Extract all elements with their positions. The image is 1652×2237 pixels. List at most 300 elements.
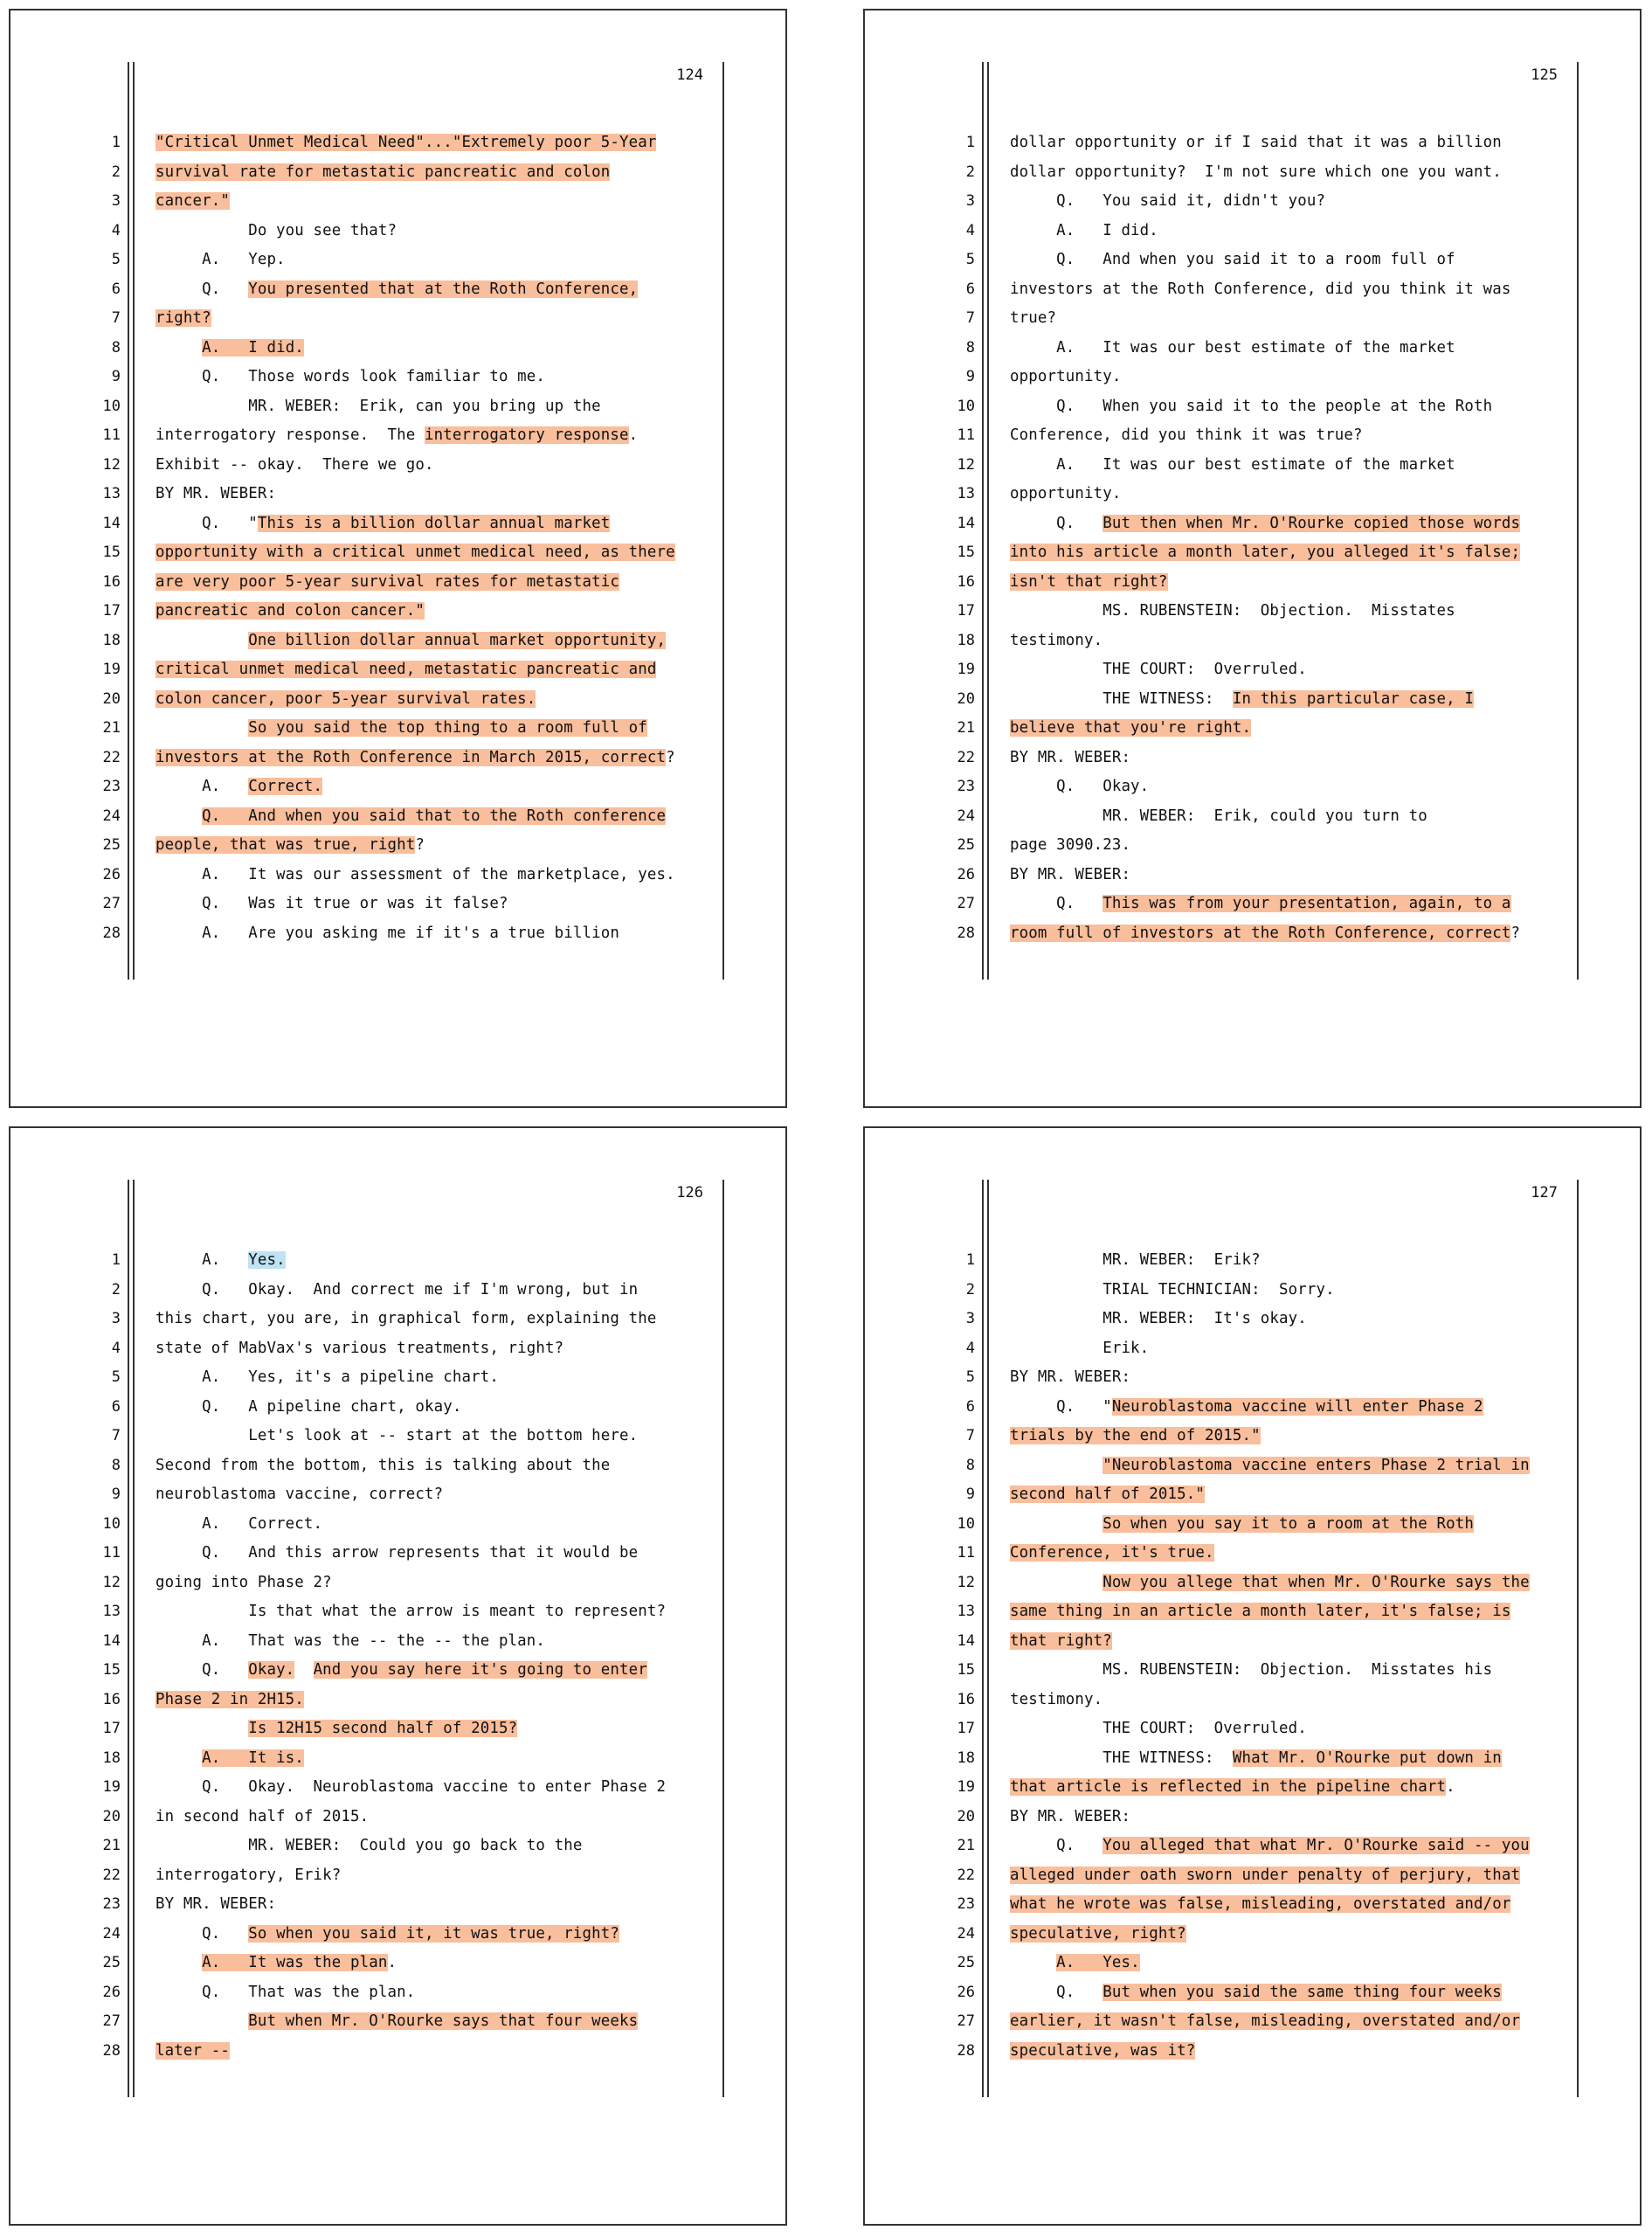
text-segment: Erik.: [1010, 1339, 1150, 1357]
transcript-line: [865, 128, 1640, 158]
text-segment: Q. Was it true or was it false?: [156, 895, 508, 912]
line-text: [156, 1305, 656, 1334]
highlighted-text: You presented that at the Roth Conference,: [248, 280, 639, 298]
highlighted-text: critical unmet medical need, metastatic pancreatic and: [156, 661, 657, 678]
line-text: [156, 451, 434, 481]
line-text: [156, 1422, 638, 1451]
text-segment: [156, 807, 202, 825]
line-number: 7: [965, 1427, 975, 1444]
line-number: 27: [957, 2012, 975, 2030]
transcript-line: [10, 421, 785, 451]
line-text: [156, 714, 647, 744]
highlighted-text: believe that you're right.: [1010, 719, 1252, 737]
transcript-line: [865, 480, 1640, 509]
text-segment: MR. WEBER: Could you go back to the: [156, 1837, 583, 1854]
transcript-line: [10, 655, 785, 685]
line-number: 3: [965, 1310, 975, 1327]
line-text: [156, 1276, 638, 1305]
line-text: [156, 392, 601, 422]
transcript-line: [10, 1305, 785, 1334]
transcript-line: [10, 568, 785, 598]
highlighted-text: So when you say it to a room at the Roth: [1102, 1514, 1475, 1533]
transcript-line: [10, 187, 785, 217]
text-segment: Conference, did you think it was true?: [1010, 426, 1363, 444]
highlighted-text: pancreatic and colon cancer.": [156, 602, 425, 620]
highlighted-text: that right?: [1010, 1631, 1112, 1650]
line-number: 28: [102, 924, 121, 942]
line-number: 13: [102, 485, 121, 502]
line-number: 10: [957, 1514, 975, 1533]
line-number: 16: [957, 572, 975, 591]
text-segment: MR. WEBER: It's okay.: [1010, 1310, 1307, 1327]
transcript-lines: [10, 128, 785, 948]
highlighted-text: investors at the Roth Conference in March 2015, correct: [156, 748, 667, 766]
text-segment: MS. RUBENSTEIN: Objection. Misstates his: [1010, 1661, 1493, 1679]
line-number: 17: [102, 602, 121, 620]
text-segment: BY MR. WEBER:: [156, 485, 277, 502]
transcript-line: [10, 509, 785, 539]
text-segment: [156, 1749, 202, 1767]
text-segment: A. Correct.: [156, 1514, 323, 1533]
text-segment: interrogatory response. The: [156, 426, 425, 444]
text-segment: Q. And this arrow represents that it would be: [156, 1544, 639, 1562]
line-number: 4: [111, 1339, 121, 1357]
line-number: 23: [957, 778, 975, 795]
transcript-line: [10, 1422, 785, 1451]
line-number: 26: [957, 865, 975, 883]
line-text: [1010, 1890, 1510, 1920]
transcript-line: [865, 1627, 1640, 1657]
line-number: 6: [965, 1397, 975, 1416]
line-number: 5: [965, 1368, 975, 1386]
line-number: 6: [111, 1397, 121, 1416]
line-text: [156, 1978, 415, 2008]
line-text: [1010, 1334, 1149, 1364]
text-segment: Q.: [156, 1924, 249, 1943]
transcript-line: [865, 1773, 1640, 1803]
highlighted-text: A. It was the plan: [202, 1954, 388, 1971]
line-number: 13: [957, 485, 975, 502]
line-number: 19: [102, 1778, 121, 1796]
transcript-line: [10, 1627, 785, 1657]
text-segment: Is that what the arrow is meant to represent?: [156, 1603, 667, 1620]
text-segment: A. It was our best estimate of the market: [1010, 338, 1455, 357]
transcript-line: [865, 1451, 1640, 1481]
line-number: 12: [957, 1573, 975, 1591]
highlighted-text: survival rate for metastatic pancreatic and colon: [156, 163, 611, 181]
transcript-line: [10, 1363, 785, 1393]
text-segment: THE WITNESS:: [1010, 689, 1233, 708]
highlighted-text: that article is reflected in the pipeline chart: [1010, 1778, 1447, 1796]
transcript-line: [865, 831, 1640, 861]
line-text: [1010, 919, 1520, 949]
line-number: 11: [102, 1544, 121, 1562]
transcript-page: [9, 1126, 787, 2226]
transcript-line: [865, 246, 1640, 275]
line-text: [1010, 1246, 1261, 1276]
line-text: [1010, 1920, 1186, 1950]
transcript-line: [10, 1656, 785, 1686]
line-number: 27: [102, 895, 121, 912]
highlighted-text: "Critical Unmet Medical Need"..."Extremely poor 5-Year: [156, 134, 657, 151]
line-number: 15: [102, 544, 121, 561]
line-number: 2: [111, 163, 121, 181]
text-segment: neuroblastoma vaccine, correct?: [156, 1486, 444, 1503]
line-number: 12: [102, 455, 121, 474]
transcript-line: [10, 744, 785, 773]
line-text: [156, 480, 276, 509]
text-segment: MR. WEBER: Erik, could you turn to: [1010, 807, 1427, 825]
transcript-line: [865, 1949, 1640, 1978]
transcript-line: [865, 919, 1640, 949]
transcript-line: [865, 509, 1640, 539]
transcript-lines: [865, 1246, 1640, 2066]
text-segment: A. Are you asking me if it's a true billion: [156, 924, 620, 942]
text-segment: true?: [1010, 309, 1057, 327]
line-number: 7: [111, 1427, 121, 1444]
text-segment: THE WITNESS:: [1010, 1749, 1233, 1767]
line-text: [156, 1686, 304, 1715]
line-number: 25: [957, 836, 975, 854]
line-number: 16: [102, 572, 121, 591]
highlighted-text: Q. And when you said that to the Roth conference: [202, 807, 667, 825]
line-number: 18: [957, 631, 975, 649]
text-segment: investors at the Roth Conference, did you think it was: [1010, 280, 1511, 298]
line-number: 3: [965, 192, 975, 210]
line-text: [1010, 158, 1502, 188]
highlighted-text-blue: Yes.: [248, 1251, 286, 1269]
text-segment: dollar opportunity? I'm not sure which one you want.: [1010, 163, 1502, 181]
transcript-line: [865, 158, 1640, 188]
text-segment: going into Phase 2?: [156, 1573, 332, 1591]
text-segment: ?: [666, 748, 675, 766]
line-number: 19: [957, 661, 975, 678]
line-number: 22: [957, 1866, 975, 1884]
highlighted-text: speculative, was it?: [1010, 2041, 1196, 2060]
transcript-line: [10, 1246, 785, 1276]
transcript-line: [865, 802, 1640, 832]
text-segment: Q.: [1010, 514, 1103, 532]
text-segment: ?: [1510, 924, 1521, 942]
text-segment: Q. Okay. And correct me if I'm wrong, but in: [156, 1280, 639, 1299]
line-number: 24: [102, 1924, 121, 1943]
line-number: 24: [957, 1924, 975, 1943]
transcript-line: [865, 1480, 1640, 1510]
transcript-line: [10, 1714, 785, 1744]
text-segment: BY MR. WEBER:: [1010, 1807, 1131, 1825]
highlighted-text: Now you allege that when Mr. O'Rourke says the: [1102, 1573, 1530, 1591]
line-text: [156, 2037, 230, 2067]
line-number: 5: [965, 251, 975, 268]
transcript-line: [10, 1832, 785, 1861]
text-segment: dollar opportunity or if I said that it was a billion: [1010, 134, 1502, 151]
highlighted-text: But when you said the same thing four weeks: [1102, 1983, 1502, 2001]
highlighted-text: cancer.": [156, 192, 230, 210]
transcript-line: [10, 1803, 785, 1832]
transcript-page: [863, 1126, 1642, 2226]
line-text: [1010, 1510, 1474, 1540]
transcript-line: [10, 363, 785, 392]
transcript-line: [865, 1334, 1640, 1364]
line-text: [156, 363, 545, 392]
text-segment: A. It was our assessment of the marketplace, yes.: [156, 865, 675, 883]
text-segment: Second from the bottom, this is talking about the: [156, 1456, 611, 1474]
line-number: 2: [965, 1280, 975, 1299]
transcript-line: [10, 685, 785, 715]
line-number: 1: [965, 1251, 975, 1269]
line-text: [156, 538, 675, 568]
line-text: [1010, 1714, 1307, 1744]
text-segment: [1010, 1515, 1102, 1533]
line-number: 1: [965, 134, 975, 151]
transcript-line: [865, 1890, 1640, 1920]
transcript-line: [865, 772, 1640, 802]
line-number: 21: [102, 1837, 121, 1854]
text-segment: interrogatory, Erik?: [156, 1866, 342, 1884]
transcript-line: [865, 363, 1640, 392]
transcript-line: [10, 1949, 785, 1978]
text-segment: A.: [156, 1251, 249, 1269]
line-number: 23: [102, 1895, 121, 1913]
text-segment: BY MR. WEBER:: [1010, 865, 1131, 883]
line-number: 8: [111, 1456, 121, 1474]
line-text: [156, 128, 656, 158]
line-text: [1010, 363, 1121, 392]
text-segment: Q. And when you said it to a room full of: [1010, 251, 1455, 268]
line-text: [156, 772, 322, 802]
transcript-line: [10, 1744, 785, 1774]
line-text: [156, 158, 610, 188]
line-text: [156, 744, 675, 773]
text-segment: MS. RUBENSTEIN: Objection. Misstates: [1010, 602, 1455, 620]
line-number: 25: [957, 1954, 975, 1971]
text-segment: page 3090.23.: [1010, 836, 1131, 854]
highlighted-text: One billion dollar annual market opportunity,: [248, 631, 667, 649]
line-text: [1010, 890, 1511, 919]
line-text: [156, 1510, 322, 1540]
text-segment: Q.: [156, 1661, 249, 1679]
line-text: [156, 861, 675, 890]
text-segment: A. That was the -- the -- the plan.: [156, 1631, 546, 1650]
transcript-line: [865, 1686, 1640, 1715]
text-segment: Q. A pipeline chart, okay.: [156, 1397, 462, 1416]
transcript-line: [865, 217, 1640, 246]
text-segment: [1010, 1954, 1056, 1971]
line-number: 11: [957, 426, 975, 444]
highlighted-text: A. It is.: [202, 1749, 304, 1767]
line-number: 17: [957, 1720, 975, 1737]
line-text: [1010, 655, 1307, 685]
text-segment: Do you see that?: [156, 221, 397, 239]
transcript-line: [10, 451, 785, 481]
line-number: 5: [111, 1368, 121, 1386]
transcript-line: [865, 1422, 1640, 1451]
line-text: [156, 919, 619, 949]
line-text: [156, 1569, 332, 1598]
highlighted-text: Correct.: [248, 778, 323, 795]
text-segment: [156, 719, 248, 737]
highlighted-text: speculative, right?: [1010, 1924, 1186, 1943]
line-number: 4: [111, 221, 121, 239]
line-text: [1010, 685, 1474, 715]
line-text: [156, 568, 619, 598]
line-number: 15: [102, 1661, 121, 1679]
transcript-line: [865, 1978, 1640, 2008]
text-segment: [1010, 1457, 1102, 1474]
line-text: [1010, 568, 1168, 598]
transcript-line: [10, 1569, 785, 1598]
transcript-line: [10, 627, 785, 656]
line-text: [156, 1656, 647, 1686]
transcript-line: [865, 538, 1640, 568]
line-number: 9: [965, 1486, 975, 1503]
line-number: 9: [111, 1486, 121, 1503]
highlighted-text: earlier, it wasn't false, misleading, overstated and/or: [1010, 2012, 1521, 2030]
line-text: [1010, 1276, 1335, 1305]
transcript-line: [10, 128, 785, 158]
line-number: 19: [102, 661, 121, 678]
line-number: 21: [957, 1837, 975, 1854]
transcript-line: [10, 1773, 785, 1803]
line-text: [156, 685, 536, 715]
transcript-line: [10, 831, 785, 861]
line-number: 28: [957, 924, 975, 942]
transcript-line: [865, 334, 1640, 364]
transcript-line: [10, 1890, 785, 1920]
transcript-line: [865, 1539, 1640, 1569]
line-number: 28: [957, 2041, 975, 2060]
line-text: [1010, 1686, 1102, 1715]
line-number: 22: [102, 1866, 121, 1884]
transcript-line: [10, 1276, 785, 1305]
line-text: [1010, 1861, 1520, 1891]
transcript-line: [865, 1510, 1640, 1540]
line-text: [1010, 831, 1130, 861]
highlighted-text: So you said the top thing to a room full of: [248, 719, 647, 737]
line-text: [1010, 187, 1325, 217]
highlighted-text: room full of investors at the Roth Conference, correct: [1010, 924, 1511, 942]
highlighted-text: What Mr. O'Rourke put down in: [1232, 1749, 1502, 1767]
line-number: 12: [102, 1573, 121, 1591]
line-number: 10: [957, 397, 975, 415]
line-number: 18: [102, 631, 121, 649]
transcript-line: [10, 1920, 785, 1950]
highlighted-text: Is 12H15 second half of 2015?: [248, 1720, 518, 1737]
transcript-line: [865, 1276, 1640, 1305]
transcript-line: [10, 1597, 785, 1627]
line-text: [1010, 627, 1102, 656]
text-segment: [156, 1954, 202, 1971]
text-segment: Q.: [156, 280, 249, 298]
highlighted-text: Neuroblastoma vaccine will enter Phase 2: [1111, 1397, 1483, 1416]
transcript-line: [10, 1480, 785, 1510]
transcript-line: [865, 1393, 1640, 1423]
text-segment: BY MR. WEBER:: [156, 1895, 277, 1913]
line-number: 16: [957, 1690, 975, 1708]
line-number: 11: [957, 1544, 975, 1562]
transcript-line: [10, 304, 785, 334]
highlighted-text: In this particular case, I: [1232, 689, 1475, 708]
transcript-line: [10, 772, 785, 802]
line-text: [1010, 1627, 1112, 1657]
transcript-line: [10, 1978, 785, 2008]
line-text: [1010, 1656, 1492, 1686]
line-text: [1010, 480, 1121, 509]
transcript-line: [10, 890, 785, 919]
line-text: [1010, 1480, 1205, 1510]
page-number: 127: [1531, 1184, 1558, 1202]
text-segment: [156, 339, 202, 357]
line-text: [1010, 275, 1510, 305]
line-text: [1010, 1305, 1307, 1334]
line-text: [156, 1451, 610, 1481]
highlighted-text: This was from your presentation, again, to a: [1102, 895, 1511, 912]
transcript-line: [10, 714, 785, 744]
transcript-line: [10, 2007, 785, 2037]
text-segment: Q. You said it, didn't you?: [1010, 192, 1326, 210]
line-number: 27: [957, 895, 975, 912]
transcript-lines: [865, 128, 1640, 948]
highlighted-text: "Neuroblastoma vaccine enters Phase 2 trial in: [1102, 1456, 1530, 1474]
text-segment: BY MR. WEBER:: [1010, 1368, 1131, 1386]
text-segment: Q.: [1010, 895, 1103, 912]
transcript-line: [10, 334, 785, 364]
line-number: 2: [965, 163, 975, 181]
line-text: [156, 421, 638, 451]
text-segment: TRIAL TECHNICIAN: Sorry.: [1010, 1280, 1335, 1299]
highlighted-text: colon cancer, poor 5-year survival rates.: [156, 689, 536, 708]
text-segment: [156, 632, 248, 649]
transcript-line: [10, 1861, 785, 1891]
text-segment: MR. WEBER: Erik, can you bring up the: [156, 397, 601, 415]
transcript-line: [10, 919, 785, 949]
text-segment: Q.: [1010, 1983, 1103, 2001]
line-number: 16: [102, 1690, 121, 1708]
line-text: [156, 1949, 397, 1978]
highlighted-text: And you say here it's going to enter: [313, 1661, 647, 1679]
line-text: [1010, 1393, 1483, 1423]
line-number: 20: [957, 1807, 975, 1825]
line-number: 8: [965, 1456, 975, 1474]
transcript-line: [865, 392, 1640, 422]
line-text: [1010, 1597, 1510, 1627]
highlighted-text: are very poor 5-year survival rates for metastatic: [156, 572, 620, 591]
line-number: 14: [957, 514, 975, 532]
highlighted-text: You alleged that what Mr. O'Rourke said -- you: [1102, 1837, 1530, 1854]
line-text: [1010, 538, 1520, 568]
transcript-line: [865, 627, 1640, 656]
text-segment: opportunity.: [1010, 485, 1122, 502]
text-segment: Q. Those words look familiar to me.: [156, 368, 546, 385]
page-number: 124: [676, 66, 703, 84]
text-segment: A. Yep.: [156, 251, 286, 268]
transcript-line: [865, 861, 1640, 890]
transcript-line: [10, 158, 785, 188]
line-text: [1010, 1363, 1130, 1393]
transcript-line: [865, 714, 1640, 744]
line-text: [1010, 1978, 1502, 2008]
transcript-line: [865, 655, 1640, 685]
transcript-line: [865, 1246, 1640, 1276]
transcript-page: [863, 9, 1642, 1108]
transcript-line: [10, 217, 785, 246]
line-number: 3: [111, 192, 121, 210]
transcript-line: [865, 187, 1640, 217]
page-number: 126: [676, 1184, 703, 1202]
line-text: [1010, 246, 1455, 275]
transcript-line: [10, 861, 785, 890]
line-number: 9: [965, 368, 975, 385]
